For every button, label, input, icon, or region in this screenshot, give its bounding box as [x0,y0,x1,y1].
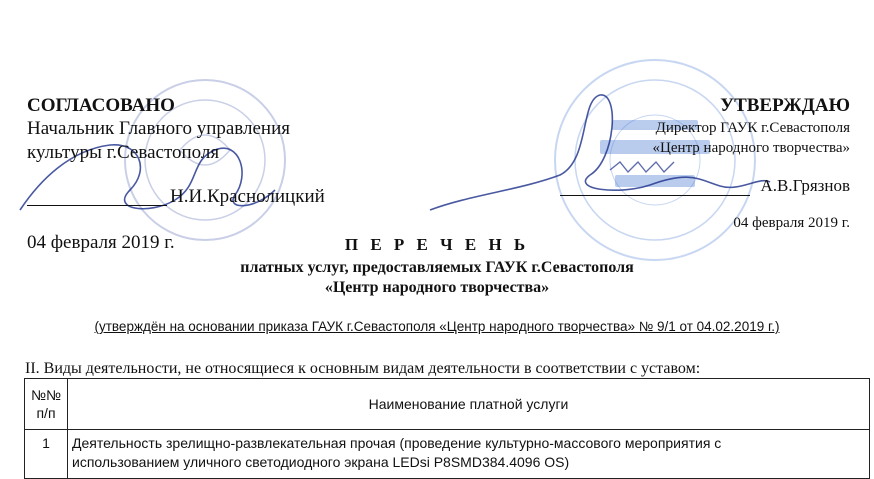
document-subtitle-line1: платных услуг, предоставляемых ГАУК г.Севастополя [240,259,634,276]
agreed-signature-line [27,205,167,206]
table-header-row [25,379,870,430]
document-subtitle-line2: «Центр народного творчества» [324,279,550,296]
row-service-name [68,430,870,479]
header-num-line1: №№ [30,387,62,403]
approve-signatory-name: А.В.Грязнов [760,176,850,195]
agreed-position-line1: Начальник Главного управления [27,118,291,139]
approve-position-line2: «Центр народного творчества» [652,140,850,156]
header-num [25,379,68,430]
header-service-name: Наименование платной услуги [68,379,870,430]
agreed-title: СОГЛАСОВАНО [27,95,175,116]
approve-title: УТВЕРЖДАЮ [720,95,850,116]
row-service-name-line1: Деятельность зрелищно-развлекательная прочая (проведение культурно-массового мероприятия с [72,435,722,451]
row-service-name-line2: использованием уличного светодиодного экрана LEDsi P8SMD384.4096 OS) [72,454,570,470]
table-row [25,430,870,479]
agreed-position-line2: культуры г.Севастополя [27,142,220,163]
document-title: П Е Р Е Ч Е Н Ь [344,235,530,254]
header-num-line2: п/п [36,405,56,421]
approve-date: 04 февраля 2019 г. [733,215,850,231]
agreed-signatory-name: Н.И.Краснолицкий [170,186,325,207]
row-num: 1 [25,430,68,479]
document-note: (утверждён на основании приказа ГАУК г.Севастополя «Центр народного творчества» № 9/1 от 04.02.2019 г.) [94,319,780,334]
approve-position-line1: Директор ГАУК г.Севастополя [655,120,850,136]
agreed-date: 04 февраля 2019 г. [27,232,175,253]
services-table [24,378,870,479]
section-title: II. Виды деятельности, не относящиеся к основным видам деятельности в соответствии с уставом: [25,360,701,377]
approve-signature-line [560,195,750,196]
